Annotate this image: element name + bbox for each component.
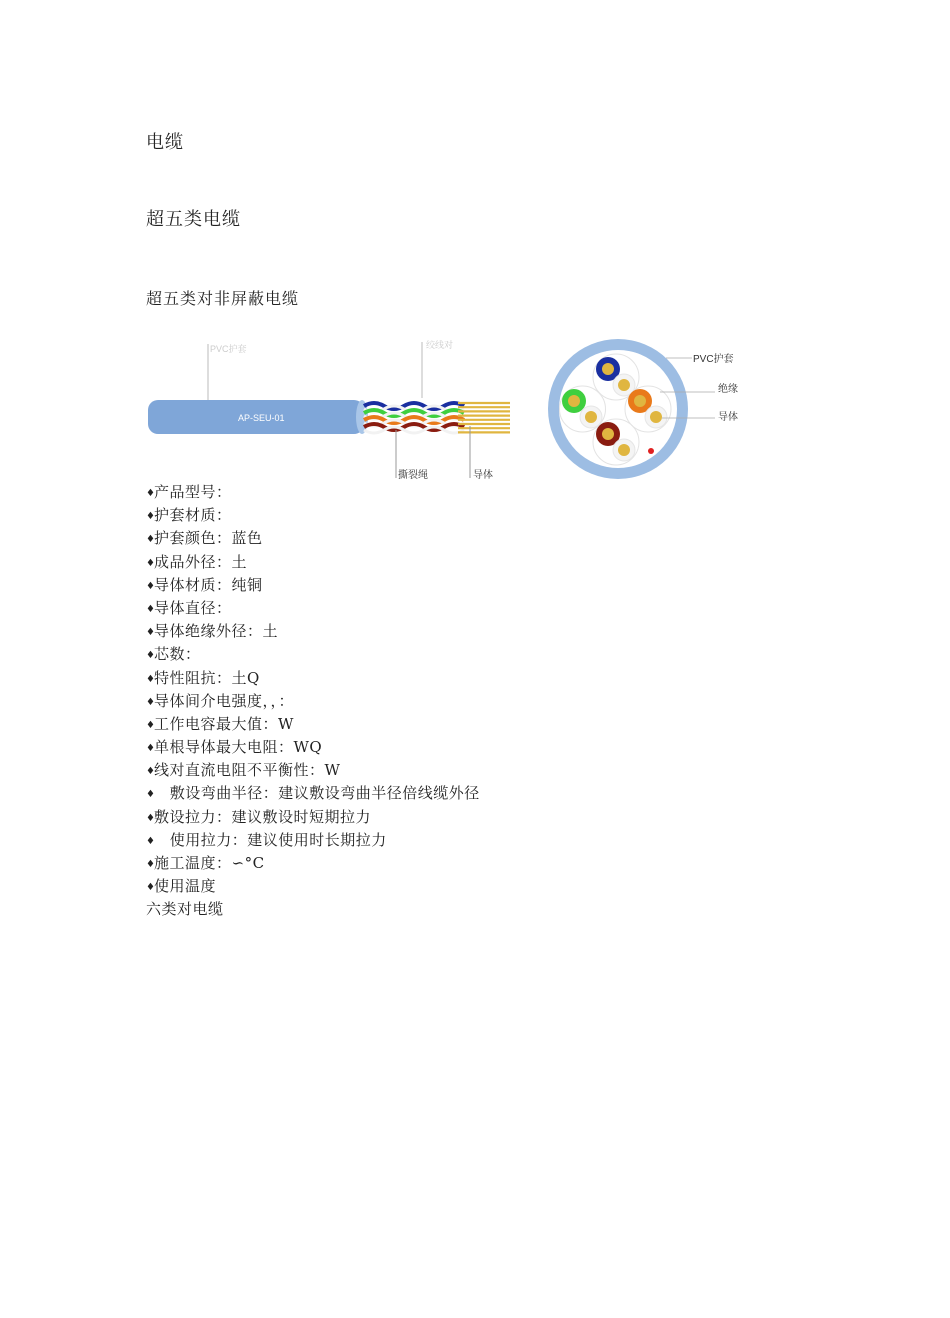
spec-item xyxy=(146,481,480,504)
spec-text: 敷设弯曲半径：建议敷设弯曲半径倍线缆外径 xyxy=(154,784,480,803)
bullet-icon: ♦ xyxy=(146,859,156,870)
conductor-cross-label: 导体 xyxy=(718,412,738,423)
spec-text: 线对直流电阻不平衡性：W xyxy=(154,761,341,780)
heading-cable: 电缆 xyxy=(146,132,184,153)
bullet-icon: ♦ xyxy=(146,673,156,685)
bullet-icon: ♦ xyxy=(146,650,156,662)
spec-text: 导体间介电强度，，： xyxy=(154,691,295,710)
conductor-label: 导体 xyxy=(473,470,493,481)
spec-item xyxy=(146,736,480,759)
spec-text: 施工温度：∽°C xyxy=(154,854,265,872)
spec-item xyxy=(146,620,480,643)
bullet-icon: ♦ xyxy=(146,557,156,569)
spec-text: 成品外径：土 xyxy=(154,552,248,571)
spec-item xyxy=(146,574,480,597)
conductor-core xyxy=(585,411,597,423)
svg-text:绞线对: 绞线对 xyxy=(426,340,454,350)
spec-text: 单根导体最大电阻：WQ xyxy=(154,738,323,757)
spec-item xyxy=(146,504,480,527)
bullet-icon: ♦ xyxy=(146,603,156,615)
spec-text: 使用温度 xyxy=(154,877,217,896)
bullet-icon: ♦ xyxy=(146,743,156,755)
conductor-core xyxy=(618,444,630,456)
spec-text: 护套材质： xyxy=(154,506,232,525)
heading-cat6-cable: 六类对电缆 xyxy=(146,900,224,918)
bullet-icon: ♦ xyxy=(146,812,156,824)
spec-text: 工作电容最大值：W xyxy=(154,714,294,733)
bullet-icon: ♦ xyxy=(146,835,156,847)
spec-text: 导体绝缘外径：土 xyxy=(154,622,279,641)
spec-item xyxy=(146,667,480,690)
twisted-pairs xyxy=(364,403,464,433)
cable-cross-section xyxy=(548,339,738,479)
spec-text: 特性阻抗：土Q xyxy=(154,668,260,687)
bullet-icon: ♦ xyxy=(146,534,156,546)
conductor-core xyxy=(634,395,646,407)
spec-text: 产品型号： xyxy=(154,483,232,501)
spec-text: 敷设拉力：建议敷设时短期拉力 xyxy=(154,807,372,826)
bullet-icon: ♦ xyxy=(146,511,156,523)
copper-conductors xyxy=(458,403,510,432)
spec-item xyxy=(146,782,480,805)
spec-text: 导体材质：纯铜 xyxy=(154,575,263,594)
spec-text: 导体直径： xyxy=(154,598,232,617)
spec-item xyxy=(146,759,480,782)
ripcord-dot xyxy=(648,448,654,454)
conductor-core xyxy=(602,363,614,375)
svg-text:PVC护套: PVC护套 xyxy=(210,344,247,354)
bullet-icon: ♦ xyxy=(146,882,156,894)
conductor-core xyxy=(650,411,662,423)
spec-text: 使用拉力：建议使用时长期拉力 xyxy=(154,830,387,849)
spec-item xyxy=(146,806,480,829)
heading-cat5e-cable: 超五类电缆 xyxy=(146,209,241,230)
spec-item xyxy=(146,875,480,898)
conductor-core xyxy=(618,379,630,391)
insulation-label: 绝缘 xyxy=(718,384,738,395)
spec-item xyxy=(146,597,480,620)
spec-item xyxy=(146,690,480,713)
spec-text: 芯数： xyxy=(154,645,201,664)
spec-item xyxy=(146,829,480,852)
pvc-jacket-label: PVC护套 xyxy=(693,354,734,365)
cable-model-label: AP-SEU-01 xyxy=(238,413,285,423)
bullet-icon: ♦ xyxy=(146,789,156,801)
bullet-icon: ♦ xyxy=(146,627,156,639)
bullet-icon: ♦ xyxy=(146,719,156,731)
bullet-icon: ♦ xyxy=(146,766,156,778)
spec-item xyxy=(146,643,480,666)
ripcord-label: 撕裂绳 xyxy=(398,470,428,481)
spec-item xyxy=(146,713,480,736)
conductor-core xyxy=(568,395,580,407)
cable-side-view xyxy=(148,339,510,481)
heading-cat5e-utp-cable: 超五类对非屏蔽电缆 xyxy=(146,289,300,308)
spec-list xyxy=(146,481,480,898)
bullet-icon: ♦ xyxy=(146,488,156,499)
spec-item xyxy=(146,527,480,550)
cable-figure xyxy=(140,330,760,490)
spec-text: 护套颜色：蓝色 xyxy=(154,529,263,548)
bullet-icon: ♦ xyxy=(146,580,156,592)
spec-item xyxy=(146,551,480,574)
twisted-pair-white-wire xyxy=(364,427,464,433)
conductor-core xyxy=(602,428,614,440)
bullet-icon: ♦ xyxy=(146,696,156,708)
spec-item xyxy=(146,852,480,875)
